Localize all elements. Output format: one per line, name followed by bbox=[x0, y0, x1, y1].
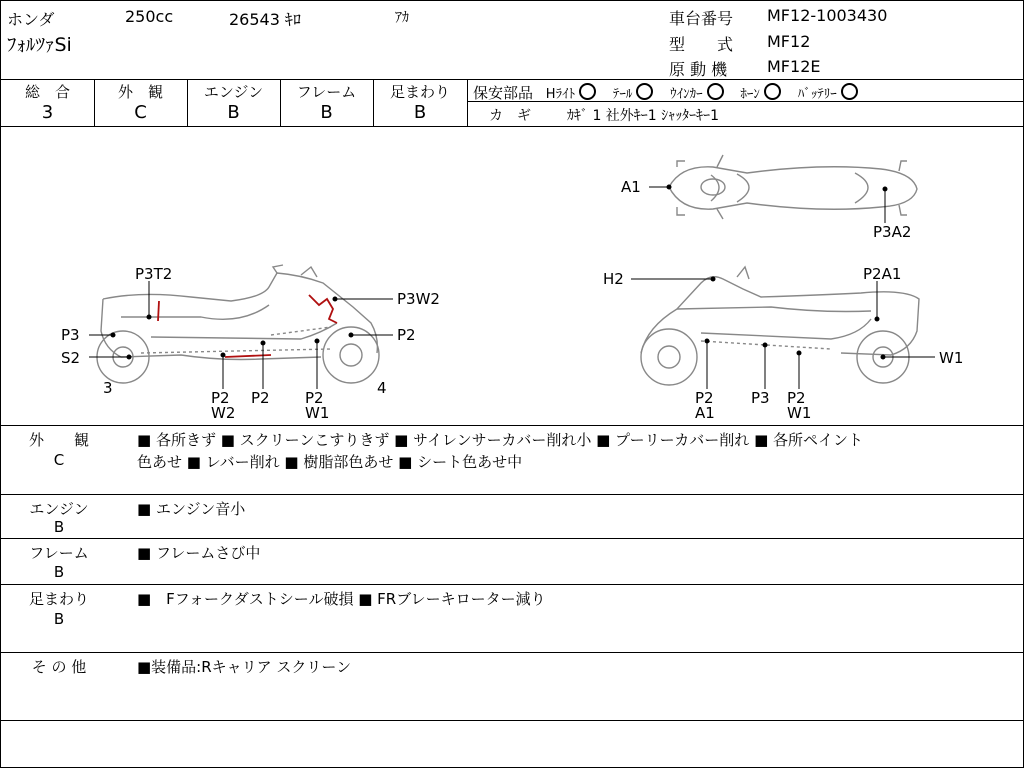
grade-value-overall: 3 bbox=[41, 102, 54, 123]
grade-label-exterior: 外 観 bbox=[117, 83, 163, 101]
label-left-p2-b: P2 bbox=[251, 389, 270, 407]
label-left-3: 3 bbox=[103, 379, 113, 397]
label-right-h2: H2 bbox=[603, 270, 624, 288]
safety-battery-label: ﾊﾞｯﾃﾘｰ bbox=[797, 87, 837, 102]
safety-taillight-label: ﾃｰﾙ bbox=[612, 87, 633, 102]
remark-text-exterior-2: 色あせ ■ レバー削れ ■ 樹脂部色あせ ■ シート色あせ中 bbox=[137, 453, 523, 471]
frame-number-label: 車台番号 bbox=[669, 9, 734, 28]
safety-parts bbox=[473, 82, 870, 103]
safety-headlight-label: Hﾗｲﾄ bbox=[545, 87, 576, 102]
mileage: 26543 ｷﾛ bbox=[229, 10, 301, 29]
remark-label-engine: エンジン bbox=[29, 500, 89, 518]
label-left-p2-a: P2 bbox=[211, 389, 230, 407]
key-value: ｶｷﾞ 1 社外ｷｰ1 ｼｬｯﾀｰｷｰ1 bbox=[567, 108, 720, 124]
safety-taillight-ok-icon bbox=[636, 83, 653, 100]
label-right-p3: P3 bbox=[751, 389, 770, 407]
damage-diagram bbox=[1, 127, 1023, 425]
label-top-p3a2: P3A2 bbox=[873, 223, 912, 241]
remark-grade-engine: B bbox=[53, 518, 65, 536]
divider bbox=[1, 720, 1023, 721]
grade-label-frame: フレーム bbox=[296, 83, 357, 101]
body-color: ｱｶ bbox=[395, 10, 409, 26]
divider bbox=[1, 538, 1023, 539]
label-left-p3w2: P3W2 bbox=[397, 290, 440, 308]
safety-winker-ok-icon bbox=[707, 83, 724, 100]
model-name: ﾌｫﾙﾂｧSi bbox=[7, 34, 72, 56]
label-right-w1-b: W1 bbox=[787, 404, 812, 422]
divider bbox=[467, 79, 468, 126]
damage-marks bbox=[158, 295, 337, 357]
remark-text-suspension: ■ Fフォークダストシール破損 ■ FRブレーキローター減り bbox=[137, 590, 546, 608]
safety-battery-ok-icon bbox=[841, 83, 858, 100]
remark-text-other: ■装備品:Rキャリア スクリーン bbox=[137, 658, 352, 676]
remark-grade-suspension: B bbox=[53, 610, 65, 628]
label-right-p2-b: P2 bbox=[787, 389, 806, 407]
key-label: カ ギ bbox=[489, 108, 531, 124]
label-right-p2-a: P2 bbox=[695, 389, 714, 407]
grade-value-frame: B bbox=[320, 102, 333, 123]
label-left-w1: W1 bbox=[305, 404, 330, 422]
safety-title: 保安部品 bbox=[473, 84, 534, 102]
remark-text-exterior-1: ■ 各所きず ■ スクリーンこすりきず ■ サイレンサーカバー削れ小 ■ プーリーカバー削れ ■ 各所ペイント bbox=[137, 431, 864, 449]
displacement: 250cc bbox=[125, 7, 174, 26]
safety-horn-label: ﾎｰﾝ bbox=[740, 87, 760, 102]
grade-label-engine: エンジン bbox=[203, 83, 264, 101]
safety-winker-label: ｳｲﾝｶｰ bbox=[670, 87, 703, 102]
grade-value-engine: B bbox=[227, 102, 240, 123]
grade-value-exterior: C bbox=[134, 102, 147, 123]
remark-grade-frame: B bbox=[53, 563, 65, 581]
remark-label-frame: フレーム bbox=[29, 544, 89, 562]
model-code: MF12 bbox=[767, 32, 811, 51]
label-left-p2: P2 bbox=[397, 326, 416, 344]
label-left-w2: W2 bbox=[211, 404, 236, 422]
model-code-label: 型 式 bbox=[669, 35, 734, 54]
grade-label-suspension: 足まわり bbox=[389, 83, 450, 101]
engine-code: MF12E bbox=[767, 57, 821, 76]
remark-text-engine: ■ エンジン音小 bbox=[137, 500, 246, 518]
label-top-a1: A1 bbox=[621, 178, 641, 196]
label-left-4: 4 bbox=[377, 379, 387, 397]
grade-value-suspension: B bbox=[413, 102, 427, 123]
remark-label-exterior: 外 観 bbox=[28, 431, 89, 449]
frame-number: MF12-1003430 bbox=[767, 6, 888, 25]
label-right-w1: W1 bbox=[939, 349, 964, 367]
engine-code-label: 原 動 機 bbox=[669, 60, 728, 79]
safety-headlight-ok-icon bbox=[579, 83, 596, 100]
label-left-p3: P3 bbox=[61, 326, 80, 344]
grade-label-overall: 総 合 bbox=[24, 83, 70, 101]
top-view-scooter bbox=[669, 155, 917, 219]
remark-label-other: そ の 他 bbox=[31, 658, 87, 676]
remark-text-frame: ■ フレームさび中 bbox=[137, 544, 261, 562]
label-left-p3t2: P3T2 bbox=[135, 265, 173, 283]
remark-label-suspension: 足まわり bbox=[28, 590, 89, 608]
label-right-a1: A1 bbox=[695, 404, 715, 422]
safety-horn-ok-icon bbox=[764, 83, 781, 100]
remark-grade-exterior: C bbox=[53, 451, 65, 469]
divider bbox=[1, 494, 1023, 495]
divider bbox=[1, 79, 1023, 80]
divider bbox=[1, 425, 1023, 426]
divider bbox=[1, 652, 1023, 653]
label-right-p2a1: P2A1 bbox=[863, 265, 902, 283]
divider bbox=[1, 584, 1023, 585]
maker: ホンダ bbox=[7, 10, 55, 29]
label-left-p2-c: P2 bbox=[305, 389, 324, 407]
label-left-s2: S2 bbox=[61, 349, 81, 367]
